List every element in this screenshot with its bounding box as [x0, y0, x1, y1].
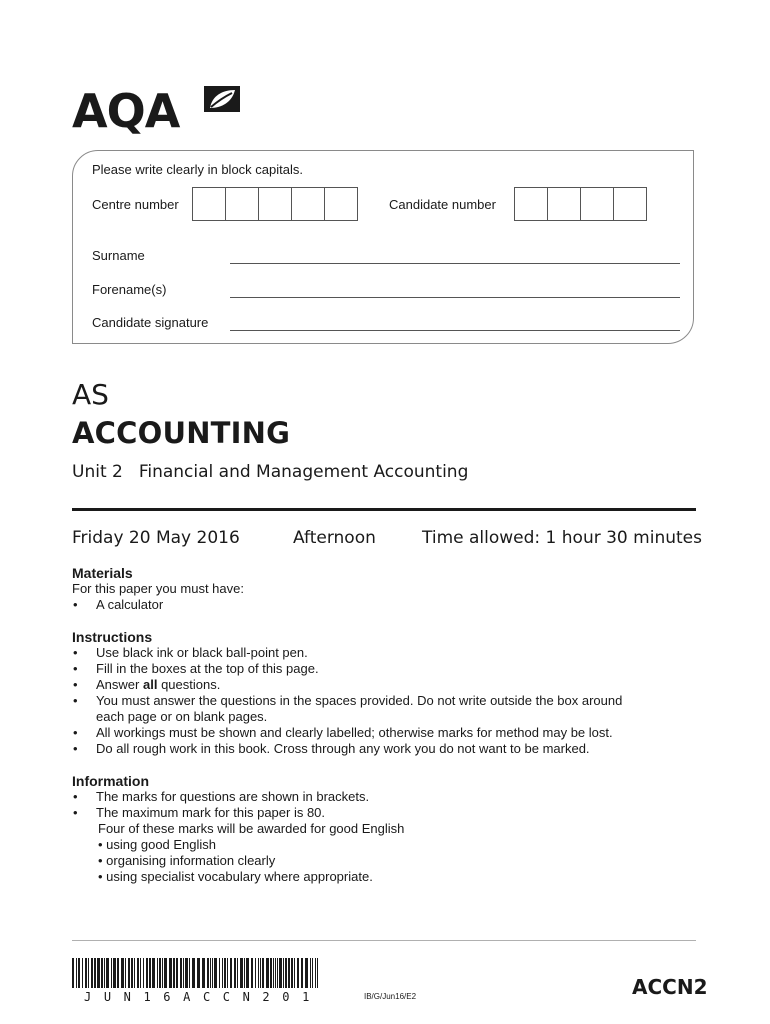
english-criterion: • organising information clearly: [98, 853, 276, 868]
materials-section: [72, 565, 692, 613]
signature-field[interactable]: [230, 330, 680, 331]
instructions-section: [72, 629, 696, 757]
forename-label: Forename(s): [92, 282, 167, 297]
list-item: • Use black ink or black ball-point pen.: [73, 645, 308, 660]
block-capitals-instruction: Please write clearly in block capitals.: [92, 162, 303, 177]
signature-label: Candidate signature: [92, 315, 209, 330]
instructions-list: [72, 645, 696, 757]
paper-code: ACCN2: [632, 975, 708, 999]
paper-reference: IB/G/Jun16/E2: [364, 992, 417, 1001]
materials-intro: For this paper you must have:: [72, 581, 244, 596]
list-item: • A calculator: [73, 597, 164, 612]
qualification-title: AS: [72, 378, 109, 411]
aqa-logo: [72, 82, 252, 138]
candidate-digit-box[interactable]: [613, 187, 647, 221]
list-item: • Answer all questions.: [73, 677, 221, 692]
list-item: • The maximum mark for this paper is 80.: [73, 805, 326, 820]
list-item: • Do all rough work in this book. Cross through any work you do not want to be marked.: [73, 741, 590, 756]
logo-text: AQA: [72, 84, 180, 138]
title-divider: [72, 508, 696, 511]
candidate-digit-box[interactable]: [547, 187, 581, 221]
footer-divider: [72, 940, 696, 941]
list-item: • The marks for questions are shown in brackets.: [73, 789, 370, 804]
candidate-digit-box[interactable]: [580, 187, 614, 221]
candidate-number-boxes[interactable]: [514, 187, 646, 221]
unit-title: Financial and Management Accounting: [138, 462, 469, 482]
centre-digit-box[interactable]: [192, 187, 226, 221]
barcode-text: JUN16ACCN201: [84, 990, 322, 1004]
materials-list: [72, 597, 692, 613]
instructions-heading: Instructions: [72, 629, 153, 645]
list-item: • You must answer the questions in the spaces provided. Do not write outside the box around: [73, 693, 623, 708]
unit-title-line: [72, 462, 468, 482]
list-item: • All workings must be shown and clearly labelled; otherwise marks for method may be lost.: [73, 725, 613, 740]
exam-session: Afternoon: [293, 528, 376, 548]
list-item: • Fill in the boxes at the top of this page.: [73, 661, 319, 676]
centre-digit-box[interactable]: [225, 187, 259, 221]
centre-number-boxes[interactable]: [192, 187, 357, 221]
candidate-digit-box[interactable]: [514, 187, 548, 221]
list-item-continuation: each page or on blank pages.: [96, 709, 268, 724]
subject-title: ACCOUNTING: [72, 416, 291, 450]
leaf-mark-icon: [202, 82, 242, 118]
materials-heading: Materials: [72, 565, 133, 581]
candidate-number-label: Candidate number: [389, 197, 496, 212]
unit-number: Unit 2: [72, 462, 123, 482]
centre-digit-box[interactable]: [291, 187, 325, 221]
english-marks-note: [72, 821, 696, 885]
centre-digit-box[interactable]: [324, 187, 358, 221]
english-note-text: Four of these marks will be awarded for good English: [98, 821, 405, 836]
exam-date: Friday 20 May 2016: [72, 528, 240, 548]
information-section: [72, 773, 696, 885]
surname-field[interactable]: [230, 263, 680, 264]
barcode-icon: [72, 958, 318, 988]
time-allowed: Time allowed: 1 hour 30 minutes: [422, 528, 702, 548]
forename-field[interactable]: [230, 297, 680, 298]
surname-label: Surname: [92, 248, 145, 263]
english-criterion: • using specialist vocabulary where appropriate.: [98, 869, 373, 884]
centre-number-label: Centre number: [92, 197, 179, 212]
english-criterion: • using good English: [98, 837, 217, 852]
centre-digit-box[interactable]: [258, 187, 292, 221]
information-heading: Information: [72, 773, 149, 789]
information-list: [72, 789, 696, 821]
